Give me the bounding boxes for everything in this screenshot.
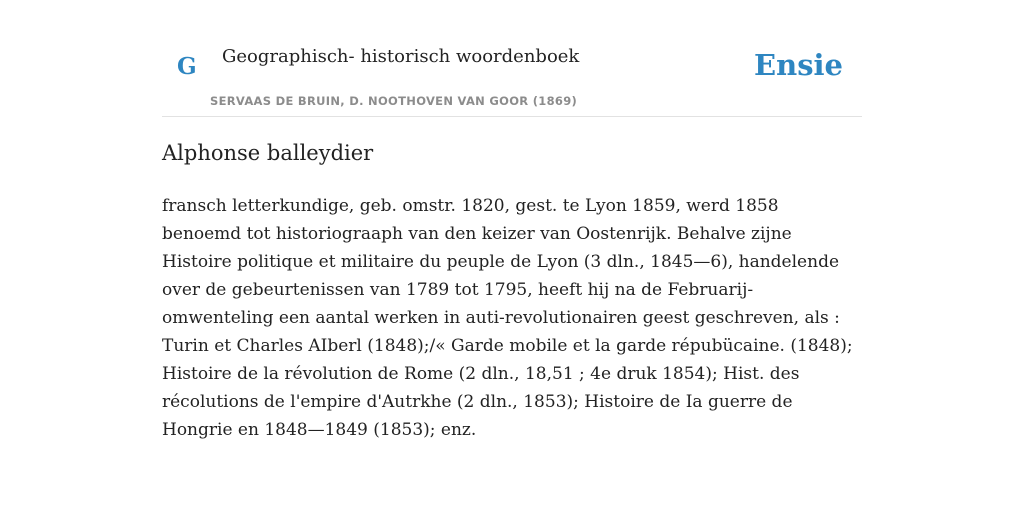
- book-authors: SERVAAS DE BRUIN, D. NOOTHOVEN VAN GOOR (1869): [210, 94, 578, 108]
- book-letter: G: [177, 53, 197, 80]
- book-header: [162, 0, 862, 117]
- entry-body: fransch letterkundige, geb. omstr. 1820, gest. te Lyon 1859, werd 1858 benoemd tot historiograaph van den keizer van Oostenrijk. Behalve zijne Histoire politique et militaire du peuple de Lyon (3 dln., 1845—6), handelende over de gebeurtenissen van 1789 tot 1795, heeft hij na de Februarij-omwenteling een aantal werken in auti-revolutionairen geest geschreven, als : Turin et Charles AIberl (1848);/« Garde mobile et la garde répubücaine. (1848); Histoire de la révolution de Rome (2 dln., 18,51 ; 4e druk 1854); Hist. des récolutions de l'empire d'Autrkhe (2 dln., 1853); Histoire de Ia guerre de Hongrie en 1848—1849 (1853); enz.: [162, 196, 853, 440]
- book-title-link[interactable]: Geographisch- historisch woordenboek: [222, 46, 580, 67]
- entry-title: Alphonse balleydier: [162, 141, 374, 165]
- ensie-logo-link[interactable]: Ensie: [754, 48, 843, 82]
